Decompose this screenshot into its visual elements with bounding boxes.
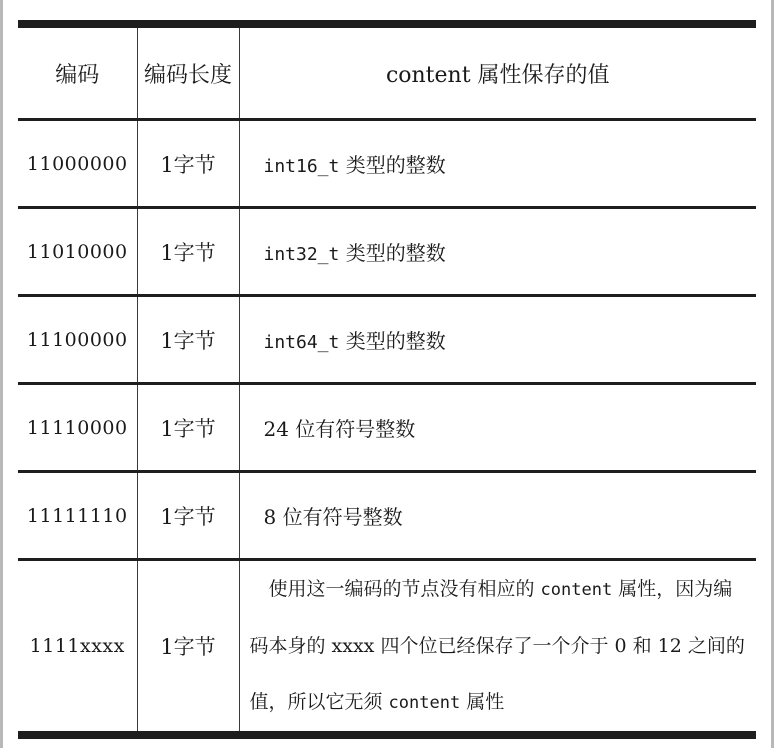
type-name: int64_t — [263, 332, 340, 353]
encoding-cell: 11010000 — [18, 208, 137, 296]
table-row — [18, 472, 756, 560]
encoding-cell: 11000000 — [18, 120, 137, 208]
encoding-cell: 11110000 — [18, 384, 137, 472]
table-row — [18, 208, 756, 296]
encoding-cell: 11100000 — [18, 296, 137, 384]
table-row — [18, 384, 756, 472]
length-cell: 1字节 — [137, 472, 239, 560]
encoding-cell: 11111110 — [18, 472, 137, 560]
content-cell: 24 位有符号整数 — [239, 384, 756, 472]
content-keyword: content — [540, 580, 613, 600]
content-keyword: content — [388, 693, 461, 713]
table-header-row — [18, 24, 756, 120]
type-name: int16_t — [263, 156, 340, 177]
content-cell — [239, 120, 756, 208]
content-cell — [239, 208, 756, 296]
desc-part-2: 属性，因为编码本身的 xxxx 四个位已经保存了一个介于 0 和 12 之间的值，所以它无须 — [249, 578, 745, 713]
encoding-table — [18, 20, 756, 739]
type-suffix: 类型的整数 — [339, 241, 446, 265]
table-row — [18, 120, 756, 208]
table-row — [18, 296, 756, 384]
content-cell: 8 位有符号整数 — [239, 472, 756, 560]
header-content-value: content 属性保存的值 — [239, 24, 756, 120]
length-cell: 1字节 — [137, 560, 239, 736]
type-suffix: 类型的整数 — [339, 329, 446, 353]
type-name: int32_t — [263, 244, 340, 265]
content-cell — [239, 296, 756, 384]
length-cell: 1字节 — [137, 296, 239, 384]
header-encoding: 编码 — [18, 24, 137, 120]
length-cell: 1字节 — [137, 384, 239, 472]
type-suffix: 类型的整数 — [339, 153, 446, 177]
length-cell: 1字节 — [137, 120, 239, 208]
length-cell: 1字节 — [137, 208, 239, 296]
content-cell-long — [239, 560, 756, 736]
encoding-cell: 1111xxxx — [18, 560, 137, 736]
desc-part-1: 使用这一编码的节点没有相应的 — [249, 578, 541, 600]
header-encoding-length: 编码长度 — [137, 24, 239, 120]
desc-part-3: 属性 — [460, 691, 505, 713]
table-row — [18, 560, 756, 736]
